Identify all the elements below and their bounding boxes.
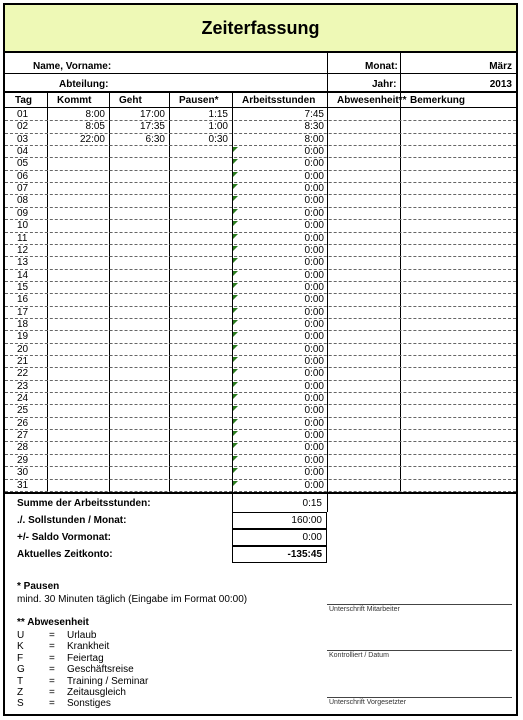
arbeitsstunden-cell: 0:00 — [304, 195, 324, 207]
arbeitsstunden-cell: 0:00 — [304, 454, 324, 466]
kommt-cell[interactable]: 22:00 — [79, 133, 105, 145]
monat-value: März — [489, 61, 512, 72]
column-header: Bemerkung — [410, 95, 466, 106]
arbeitsstunden-cell: 0:00 — [304, 220, 324, 232]
geht-cell[interactable]: 17:35 — [139, 121, 165, 133]
summary-value: 0:15 — [302, 497, 322, 509]
day-cell: 30 — [17, 467, 29, 479]
summary-label: Aktuelles Zeitkonto: — [17, 548, 113, 560]
absence-text: Sonstiges — [67, 698, 111, 710]
absence-eq: = — [49, 698, 55, 710]
formula-marker-icon — [233, 481, 238, 486]
arbeitsstunden-cell: 7:45 — [304, 109, 324, 120]
day-cell: 24 — [17, 393, 29, 405]
geht-cell[interactable]: 17:00 — [139, 109, 165, 120]
day-cell: 19 — [17, 331, 29, 343]
absence-text: Geschäftsreise — [67, 664, 134, 676]
arbeitsstunden-cell: 0:00 — [304, 294, 324, 306]
column-divider — [109, 91, 110, 492]
column-header: Arbeitsstunden — [242, 95, 316, 106]
column-header: Pausen* — [179, 95, 219, 106]
formula-marker-icon — [233, 332, 238, 337]
formula-marker-icon — [233, 271, 238, 276]
day-cell: 07 — [17, 183, 29, 195]
day-cell: 15 — [17, 281, 29, 293]
name-label: Name, Vorname: — [33, 61, 112, 72]
arbeitsstunden-cell: 0:00 — [304, 368, 324, 380]
column-divider — [327, 91, 328, 492]
day-cell: 20 — [17, 343, 29, 355]
absence-eq: = — [49, 664, 55, 676]
arbeitsstunden-cell: 0:00 — [304, 380, 324, 392]
column-header: Tag — [15, 95, 33, 106]
formula-marker-icon — [233, 468, 238, 473]
arbeitsstunden-cell: 0:00 — [304, 405, 324, 417]
arbeitsstunden-cell: 0:00 — [304, 356, 324, 367]
arbeitsstunden-cell: 0:00 — [304, 393, 324, 405]
day-cell: 29 — [17, 454, 29, 466]
summary-label: Summe der Arbeitsstunden: — [17, 497, 151, 509]
absence-code: F — [17, 652, 24, 664]
column-header: Geht — [119, 95, 142, 106]
formula-marker-icon — [233, 234, 238, 239]
monat-label: Monat: — [365, 61, 398, 72]
signature-kontrolliert: Kontrolliert / Datum — [329, 652, 389, 659]
pausen-title: * Pausen — [17, 581, 60, 592]
day-cell: 14 — [17, 269, 29, 281]
absence-code: T — [17, 675, 24, 687]
absence-code: K — [17, 641, 24, 653]
day-cell: 11 — [17, 232, 28, 244]
signature-line-kontrolliert — [327, 650, 512, 651]
summary-value: 0:00 — [302, 531, 322, 543]
column-header: Kommt — [57, 95, 92, 106]
day-cell: 25 — [17, 405, 29, 417]
signature-line-vorgesetzter — [327, 697, 512, 698]
formula-marker-icon — [233, 196, 238, 201]
day-cell: 23 — [17, 380, 29, 392]
pausen-cell[interactable]: 1:15 — [208, 109, 228, 120]
day-cell: 16 — [17, 294, 29, 306]
formula-marker-icon — [233, 172, 238, 177]
geht-cell[interactable]: 6:30 — [145, 133, 165, 145]
arbeitsstunden-cell: 0:00 — [304, 269, 324, 281]
column-divider — [169, 91, 170, 492]
arbeitsstunden-cell: 0:00 — [304, 467, 324, 479]
kommt-cell[interactable]: 8:05 — [85, 121, 105, 133]
formula-marker-icon — [233, 382, 238, 387]
day-cell: 10 — [17, 220, 29, 232]
arbeitsstunden-cell: 0:00 — [304, 331, 324, 343]
day-cell: 03 — [17, 133, 29, 145]
title-bar — [5, 5, 516, 53]
formula-marker-icon — [233, 456, 238, 461]
day-cell: 02 — [17, 121, 29, 133]
absence-code: Z — [17, 687, 24, 698]
day-cell: 18 — [17, 318, 29, 330]
formula-marker-icon — [233, 283, 238, 288]
arbeitsstunden-cell: 0:00 — [304, 170, 324, 182]
day-cell: 05 — [17, 158, 29, 170]
formula-marker-icon — [233, 159, 238, 164]
absence-eq: = — [49, 630, 55, 641]
arbeitsstunden-cell: 8:00 — [304, 133, 324, 145]
arbeitsstunden-cell: 0:00 — [304, 442, 324, 454]
arbeitsstunden-cell: 0:00 — [304, 146, 324, 158]
arbeitsstunden-cell: 0:00 — [304, 318, 324, 330]
day-cell: 28 — [17, 442, 29, 454]
arbeitsstunden-cell: 0:00 — [304, 158, 324, 170]
formula-marker-icon — [233, 209, 238, 214]
pausen-text: mind. 30 Minuten täglich (Eingabe im Format 00:00) — [17, 594, 248, 605]
signature-vorgesetzter: Unterschrift Vorgesetzter — [329, 699, 407, 706]
pausen-cell[interactable]: 0:30 — [208, 133, 228, 145]
formula-marker-icon — [233, 357, 238, 362]
day-cell: 21 — [17, 356, 29, 367]
arbeitsstunden-cell: 0:00 — [304, 281, 324, 293]
absence-text: Feiertag — [67, 652, 104, 664]
absence-text: Zeitausgleich — [67, 687, 126, 698]
absence-text: Urlaub — [67, 630, 97, 641]
arbeitsstunden-cell: 0:00 — [304, 306, 324, 318]
formula-marker-icon — [233, 419, 238, 424]
header-divider — [5, 73, 516, 74]
summary-label: ./. Sollstunden / Monat: — [17, 514, 127, 526]
colhead-divider — [5, 107, 516, 108]
formula-marker-icon — [233, 295, 238, 300]
arbeitsstunden-cell: 0:00 — [304, 244, 324, 256]
formula-marker-icon — [233, 147, 238, 152]
signature-line-mitarbeiter — [327, 604, 512, 605]
formula-marker-icon — [233, 406, 238, 411]
formula-marker-icon — [233, 345, 238, 350]
pausen-cell[interactable]: 1:00 — [208, 121, 228, 133]
absence-eq: = — [49, 687, 55, 698]
formula-marker-icon — [233, 258, 238, 263]
day-cell: 06 — [17, 170, 29, 182]
column-divider — [47, 91, 48, 492]
arbeitsstunden-cell: 0:00 — [304, 430, 324, 442]
formula-marker-icon — [233, 246, 238, 251]
signature-mitarbeiter: Unterschrift Mitarbeiter — [329, 606, 400, 613]
absence-text: Krankheit — [67, 641, 110, 653]
table-bottom-line — [5, 492, 516, 494]
day-cell: 08 — [17, 195, 29, 207]
day-cell: 26 — [17, 417, 29, 429]
absence-eq: = — [49, 652, 55, 664]
summary-label: +/- Saldo Vormonat: — [17, 531, 111, 543]
formula-marker-icon — [233, 184, 238, 189]
day-cell: 09 — [17, 207, 29, 219]
timesheet — [3, 3, 518, 716]
formula-marker-icon — [233, 320, 238, 325]
column-header: Abwesenheit** — [337, 95, 407, 106]
day-cell: 04 — [17, 146, 29, 158]
day-cell: 22 — [17, 368, 29, 380]
day-cell: 12 — [17, 244, 29, 256]
arbeitsstunden-cell: 0:00 — [304, 207, 324, 219]
day-cell: 13 — [17, 257, 29, 269]
arbeitsstunden-cell: 0:00 — [304, 417, 324, 429]
summary-value: -135:45 — [287, 548, 322, 560]
summary-value: 160:00 — [291, 514, 322, 526]
page-title: Zeiterfassung — [201, 17, 320, 38]
abwesenheit-title: ** Abwesenheit — [17, 617, 89, 628]
formula-marker-icon — [233, 394, 238, 399]
arbeitsstunden-cell: 0:00 — [304, 232, 324, 244]
absence-code: S — [17, 698, 24, 710]
formula-marker-icon — [233, 308, 238, 313]
kommt-cell[interactable]: 8:00 — [85, 109, 105, 120]
formula-marker-icon — [233, 221, 238, 226]
arbeitsstunden-cell: 0:00 — [304, 343, 324, 355]
arbeitsstunden-cell: 8:30 — [304, 121, 324, 133]
jahr-value: 2013 — [489, 79, 512, 90]
header-vdivider-2 — [400, 53, 401, 91]
column-divider — [400, 91, 401, 492]
summary-divider — [327, 492, 328, 512]
absence-text: Training / Seminar — [67, 675, 149, 687]
formula-marker-icon — [233, 369, 238, 374]
jahr-label: Jahr: — [372, 79, 397, 90]
arbeitsstunden-cell: 0:00 — [304, 257, 324, 269]
summary-divider — [232, 492, 233, 512]
day-cell: 27 — [17, 430, 29, 442]
day-cell: 31 — [17, 479, 29, 491]
day-cell: 17 — [17, 306, 29, 318]
arbeitsstunden-cell: 0:00 — [304, 183, 324, 195]
absence-eq: = — [49, 641, 55, 653]
arbeitsstunden-cell: 0:00 — [304, 479, 324, 491]
abteilung-label: Abteilung: — [59, 79, 109, 90]
header-vdivider — [327, 53, 328, 91]
formula-marker-icon — [233, 431, 238, 436]
absence-code: G — [17, 664, 25, 676]
absence-code: U — [17, 630, 25, 641]
formula-marker-icon — [233, 443, 238, 448]
header-divider-bottom — [5, 91, 516, 93]
absence-eq: = — [49, 675, 55, 687]
day-cell: 01 — [17, 109, 29, 120]
